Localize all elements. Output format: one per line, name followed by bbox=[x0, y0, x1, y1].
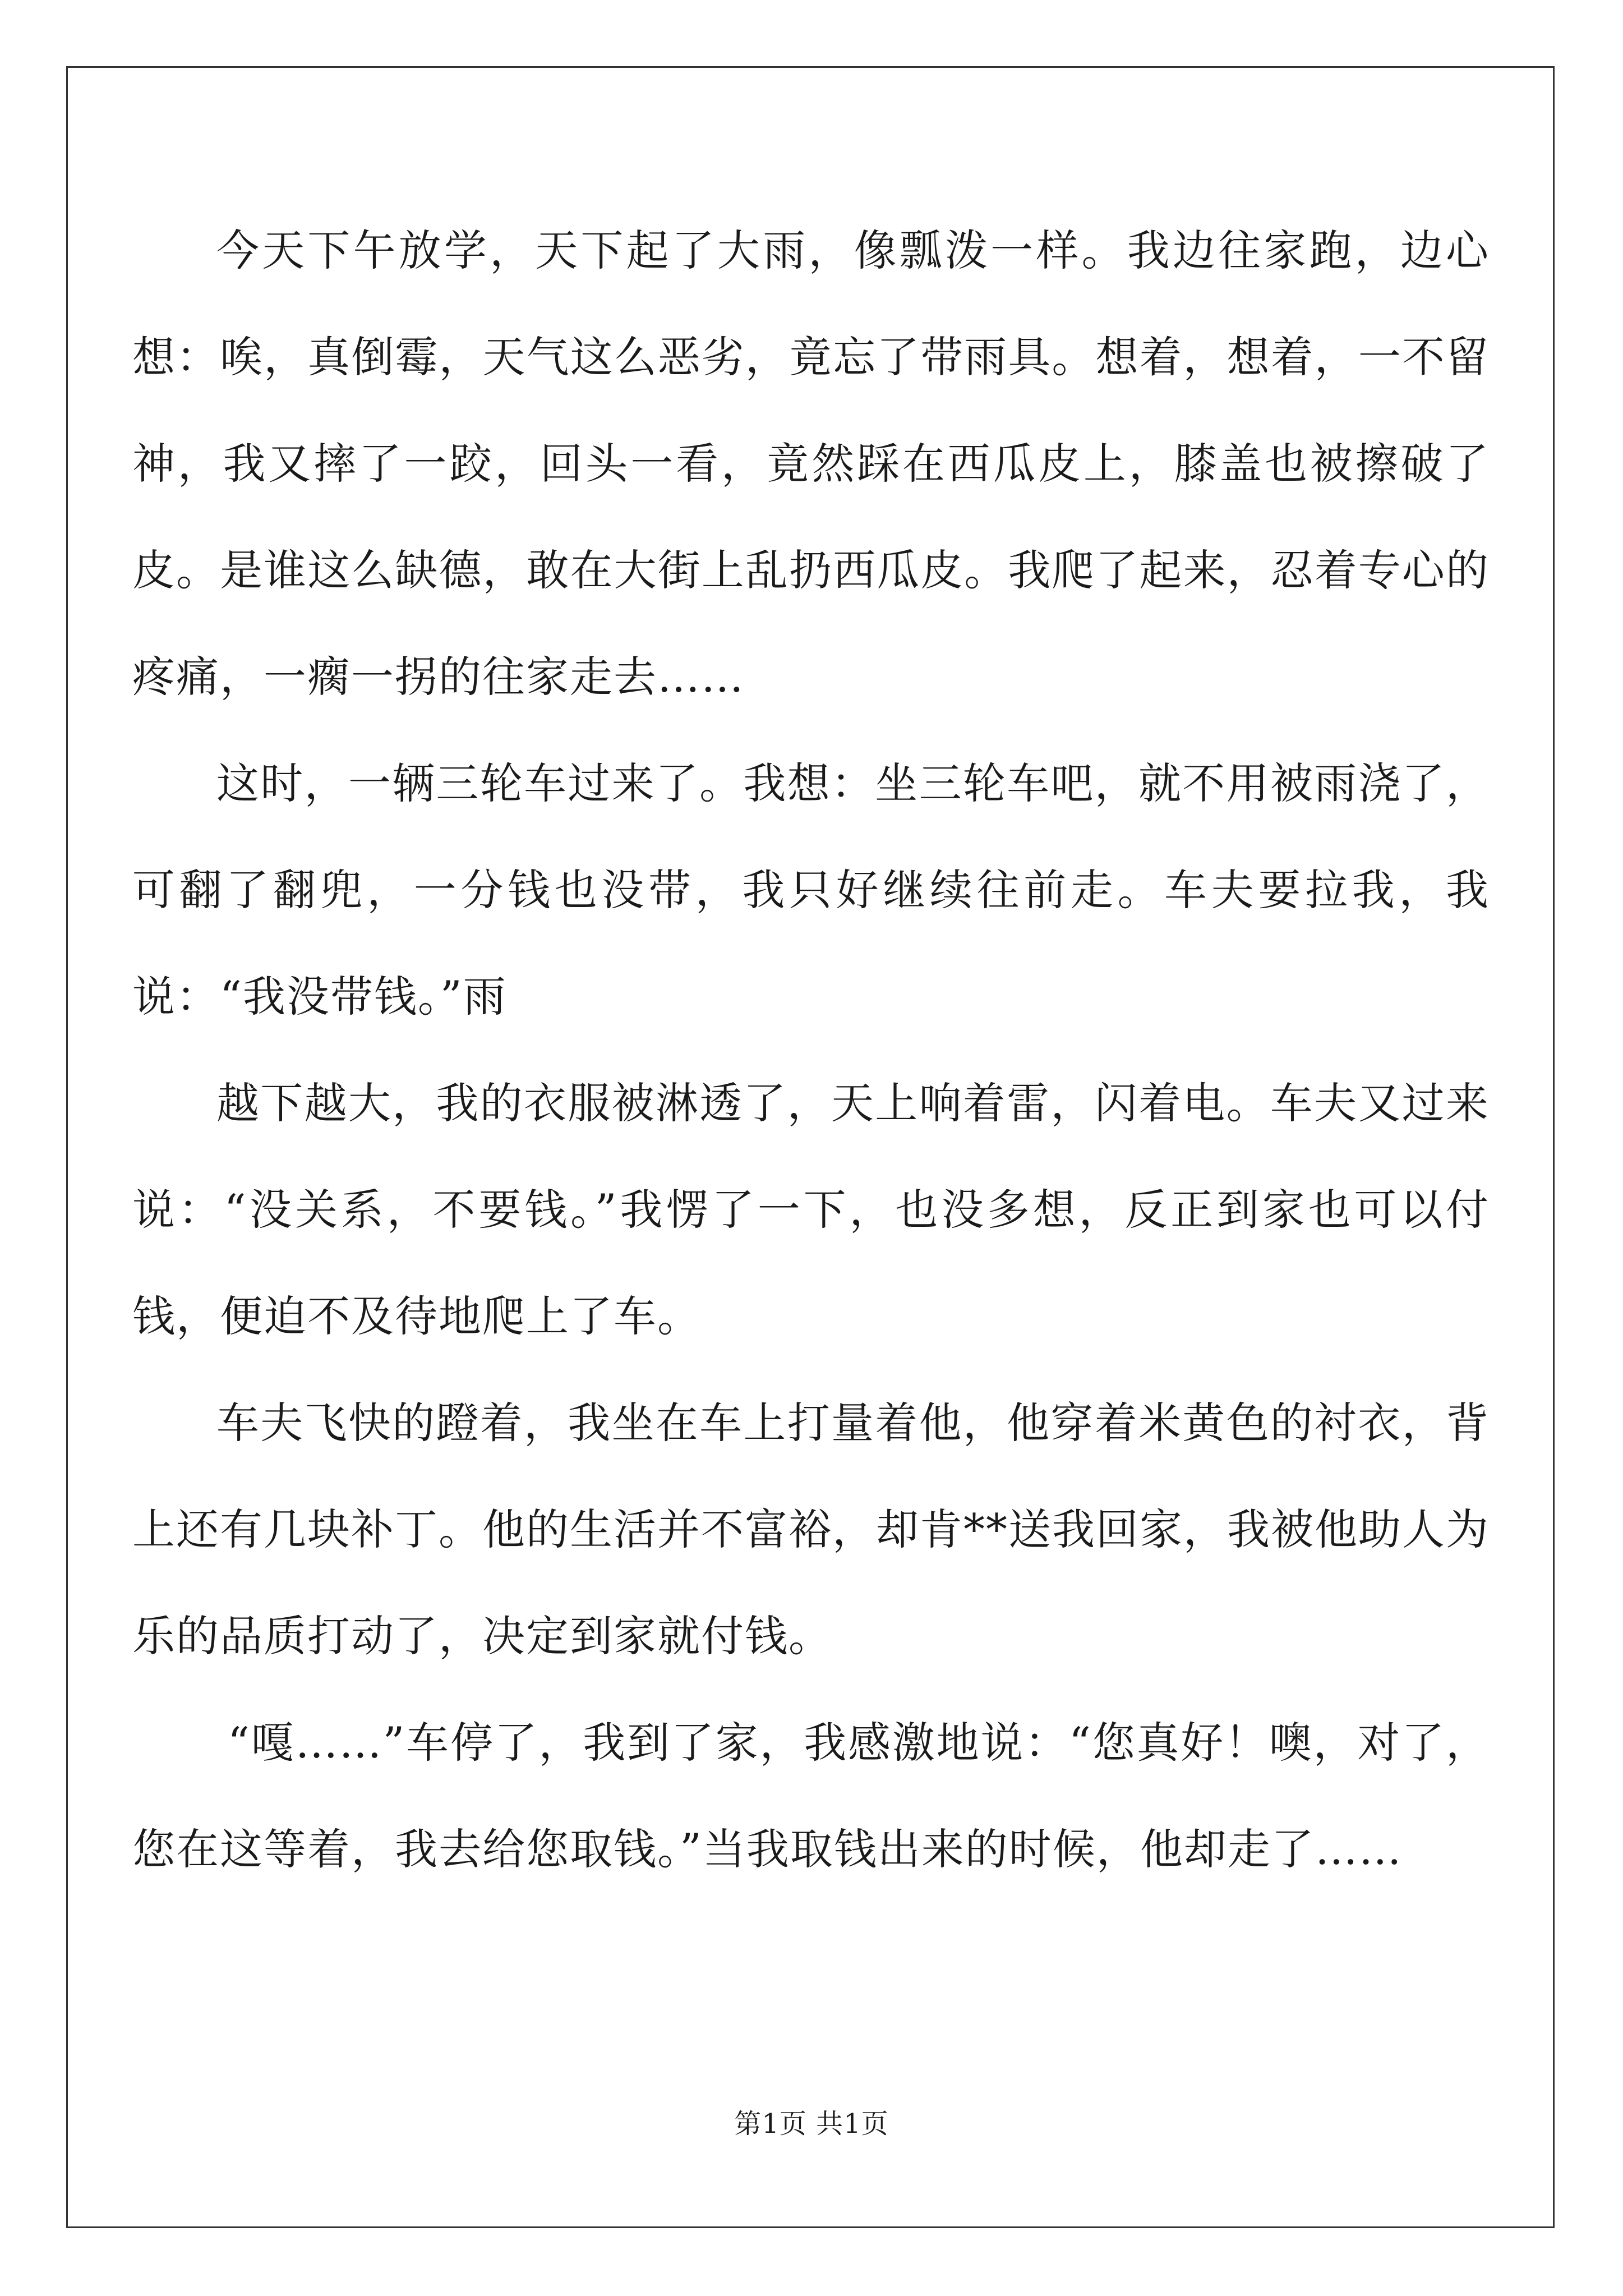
paragraph-4: 车夫飞快的蹬着，我坐在车上打量着他，他穿着米黄色的衬衣，背上还有几块补丁。他的生活并不富裕，却肯**送我回家，我被他助人为乐的品质打动了，决定到家就付钱。 bbox=[132, 1398, 1490, 1661]
paragraph-1: 今天下午放学，天下起了大雨，像瓢泼一样。我边往家跑，边心想：唉，真倒霉，天气这么恶劣，竟忘了带雨具。想着，想着，一不留神，我又摔了一跤，回头一看，竟然踩在西瓜皮上，膝盖也被擦破了皮。是谁这么缺德，敢在大街上乱扔西瓜皮。我爬了起来，忍着专心的疼痛，一瘸一拐的往家走去…… bbox=[132, 226, 1490, 702]
document-body bbox=[132, 197, 1490, 1903]
paragraph-3: 越下越大，我的衣服被淋透了，天上响着雷，闪着电。车夫又过来说：“没关系，不要钱。”我愣了一下，也没多想，反正到家也可以付钱，便迫不及待地爬上了车。 bbox=[132, 1078, 1490, 1341]
paragraph-2: 这时，一辆三轮车过来了。我想：坐三轮车吧，就不用被雨浇了，可翻了翻兜，一分钱也没带，我只好继续往前走。车夫要拉我，我说：“我没带钱。”雨 bbox=[132, 758, 1490, 1022]
paragraph-5: “嘎……”车停了，我到了家，我感激地说：“您真好！噢，对了，您在这等着，我去给您取钱。”当我取钱出来的时候，他却走了…… bbox=[132, 1718, 1490, 1874]
page-footer: 第1页 共1页 bbox=[734, 2108, 889, 2139]
